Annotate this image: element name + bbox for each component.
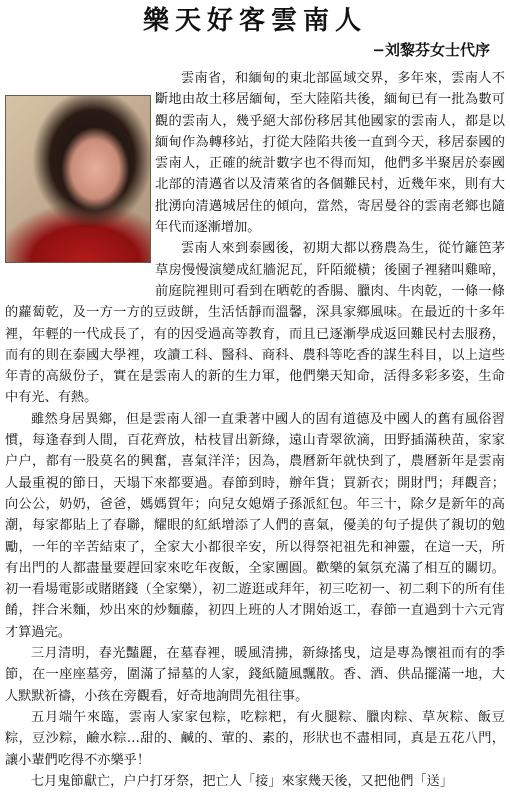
paragraph-6 (5, 771, 505, 792)
article-title: 樂天好客雲南人 (142, 6, 367, 36)
paragraph-3 (5, 409, 505, 643)
paragraph-3-text: 雖然身居異鄉，但是雲南人卻一直秉著中國人的固有道德及中國人的舊有風俗習慣，每逢春到人間，百花齊放，枯枝冒出新綠，遠山青翠欲滴，田野插滿秧苗，家家户户，都有一股莫名的興奮，喜氣洋洋；因為，農曆新年就快到了，農曆新年是雲南人最重視的節日，天塌下來都要過。春節到時，辦年貨；買新衣；開財門；拜觀音；向公公，奶奶，爸爸，媽媽賀年；向兒女媳婿子孫派紅包。年三十，除夕是新年的高潮，每家都貼上了春聯，耀眼的紅紙增添了人們的喜氣，優美的句子提供了親切的勉勵，一年的辛苦結束了，全家大小都很辛安，所以得祭祀祖先和神靈，在這一天，所有出門的人都盡量要趕回家來吃年夜飯，全家團圓。歡樂的氣氛充滿了相互的關切。初一看場電影或賭賭錢（全家樂），初二遊逛或拜年，初三吃初一、初二剩下的所有佳餚，拌合米麵，炒出來的炒麵藤，初四上班的人才開始返工，春節一直過到十六元宵才算過完。 (5, 411, 505, 640)
article-body (5, 68, 505, 792)
paragraph-4 (5, 643, 505, 707)
paragraph-2-text: 雲南人來到泰國後，初期大都以務農為生，從竹籬笆茅草房慢慢演變成紅牆泥瓦，阡陌縱橫；後園子裡豬叫雞啼，前庭院裡則可看到在晒乾的香腸、臘肉、牛肉乾，一條一條的蘿蔔乾，及一方一方的豆豉餅，生活恬靜而溫馨，深具家鄉風味。在最近的十多年裡，年輕的一代成長了，有的因受過高等教育，而且已逐漸學成返回難民村去服務，而有的則在泰國大學裡，攻讀工科、醫科、商科、農科等吃香的謀生科目，以上這些年青的高級份子，實在是雲南人的新的生力軍，他們樂天知命，活得多彩多姿，生命中有光、有熱。 (5, 241, 505, 406)
paragraph-5-text: 五月端午來臨，雲南人家家包粽，吃粽粑，有火腿粽、臘肉粽、草灰粽、飯豆粽，豆沙粽，鹼水粽…甜的、鹹的、葷的、素的，形狀也不盡相同，真是五花八門，讓小輩們吃得不亦樂乎！ (5, 709, 505, 768)
paragraph-2 (5, 238, 505, 408)
paragraph-1 (5, 68, 505, 238)
paragraph-4-text: 三月清明，春光豔麗，在墓春裡，暖風清拂，新綠搖曳，這是專為懷祖而有的季節，在一座座墓旁，圍滿了掃墓的人家，錢紙隨風飄散。香、酒、供品擺滿一地，大人默默祈禱，小孩在旁觀看，好奇地詢問先祖往事。 (5, 646, 505, 704)
author-byline: −刘黎芬女士代序 (372, 41, 490, 59)
paragraph-5 (5, 707, 505, 771)
paragraph-1-text: 雲南省，和緬甸的東北部區域交界，多年來，雲南人不斷地由故土移居緬甸，至大陸陷共後，緬甸已有一批為數可觀的雲南人，幾乎絕大部份移居其他國家的雲南人，都是以緬甸作為轉移站，打從大陸陷共後一直到今天，移居泰國的雲南人，正確的統計數字也不得而知，他們多半聚居於泰國北部的清邁省以及清萊省的各個難民村，近幾年來，則有大批湧向清邁城居住的傾向，當然，寄居曼谷的雲南老鄉也隨年代而逐漸增加。 (155, 71, 505, 236)
paragraph-6-text: 七月鬼節獻亡，户户打牙祭，把亡人「接」來家幾天後，又把他們「送」 (31, 773, 453, 789)
